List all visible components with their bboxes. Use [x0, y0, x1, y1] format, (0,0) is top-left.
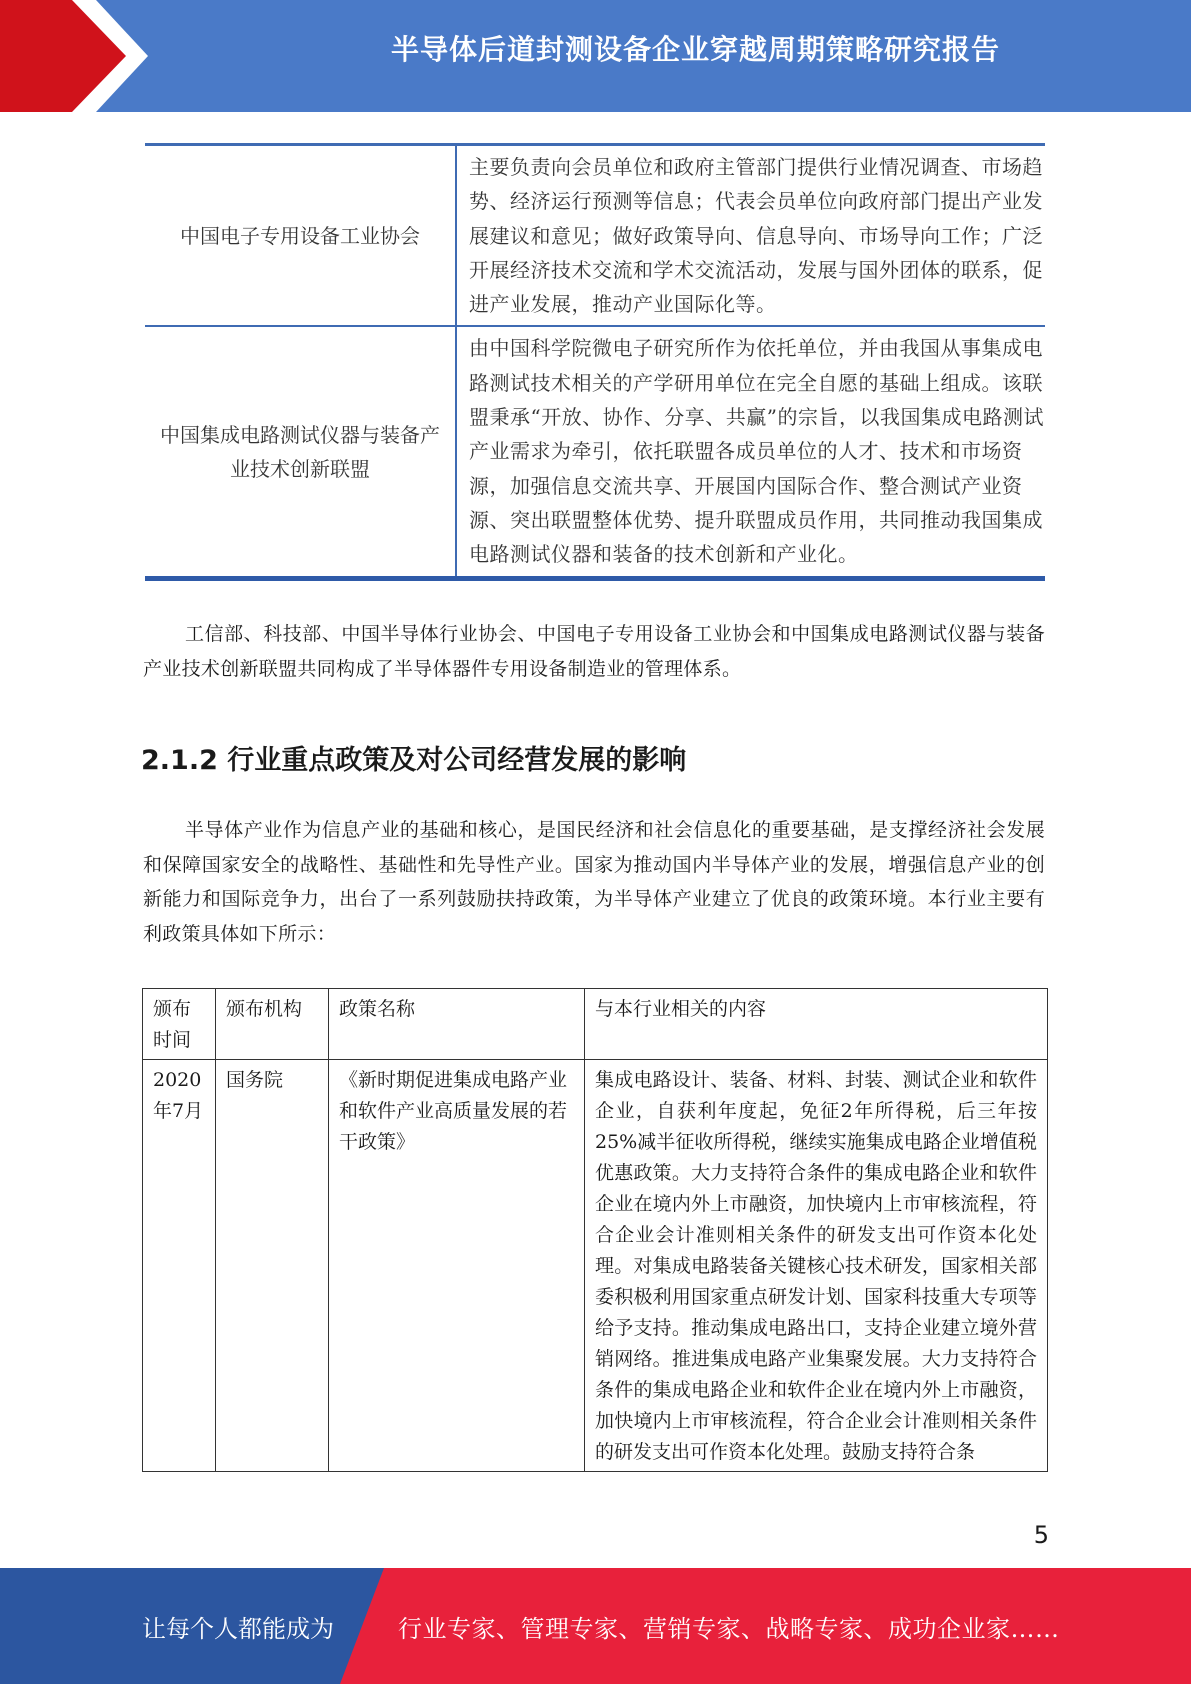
management-paragraph: 工信部、科技部、中国半导体行业协会、中国电子专用设备工业协会和中国集成电路测试仪器与装备产业技术创新联盟共同构成了半导体器件专用设备制造业的管理体系。 [143, 623, 1045, 680]
policy-date: 2020年7月 [143, 1060, 216, 1472]
footer-slogan-left: 让每个人都能成为 [142, 1615, 334, 1643]
org-description: 由中国科学院微电子研究所作为依托单位，并由我国从事集成电路测试技术相关的产学研用单位在完全自愿的基础上组成。该联盟秉承“开放、协作、分享、共赢”的宗旨，以我国集成电路测试产业需求为牵引，依托联盟各成员单位的人才、技术和市场资源，加强信息交流共享、开展国内国际合作、整合测试产业资源、突出联盟整体优势、提升联盟成员作用，共同推动我国集成电路测试仪器和装备的技术创新和产业化。 [456, 326, 1045, 578]
policy-name: 《新时期促进集成电路产业和软件产业高质量发展的若干政策》 [329, 1060, 585, 1472]
org-table [145, 143, 1045, 581]
header-policy-name: 政策名称 [329, 989, 585, 1060]
header-date: 颁布时间 [143, 989, 216, 1060]
org-row [145, 145, 1045, 327]
policy-table [142, 988, 1048, 1472]
report-title: 半导体后道封测设备企业穿越周期策略研究报告 [390, 33, 1000, 66]
header-content: 与本行业相关的内容 [585, 989, 1048, 1060]
org-name: 中国集成电路测试仪器与装备产业技术创新联盟 [145, 326, 456, 578]
page-footer [0, 1568, 1191, 1684]
policy-intro-paragraph: 半导体产业作为信息产业的基础和核心，是国民经济和社会信息化的重要基础，是支撑经济社会发展和保障国家安全的战略性、基础性和先导性产业。国家为推动国内半导体产业的发展，增强信息产业的创新能力和国际竞争力，出台了一系列鼓励扶持政策，为半导体产业建立了优良的政策环境。本行业主要有利政策具体如下所示： [143, 819, 1045, 945]
table-row [143, 1060, 1048, 1472]
section-heading: 2.1.2 行业重点政策及对公司经营发展的影响 [141, 745, 687, 776]
footer-slogan-right: 行业专家、管理专家、营销专家、战略专家、成功企业家…… [398, 1615, 1060, 1643]
org-row [145, 326, 1045, 578]
policy-content: 集成电路设计、装备、材料、封装、测试企业和软件企业，自获利年度起，免征2年所得税，后三年按25%减半征收所得税，继续实施集成电路企业增值税优惠政策。大力支持符合条件的集成电路企业和软件企业在境内外上市融资，加快境内上市审核流程，符合企业会计准则相关条件的研发支出可作资本化处理。对集成电路装备关键核心技术研发，国家相关部委积极利用国家重点研发计划、国家科技重大专项等给予支持。推动集成电路出口，支持企业建立境外营销网络。推进集成电路产业集聚发展。大力支持符合条件的集成电路企业和软件企业在境内外上市融资，加快境内上市审核流程，符合企业会计准则相关条件的研发支出可作资本化处理。鼓励支持符合条 [585, 1060, 1048, 1472]
policy-table-header [143, 989, 1048, 1060]
header-agency: 颁布机构 [216, 989, 329, 1060]
org-description: 主要负责向会员单位和政府主管部门提供行业情况调查、市场趋势、经济运行预测等信息；代表会员单位向政府部门提出产业发展建议和意见；做好政策导向、信息导向、市场导向工作；广泛开展经济技术交流和学术交流活动，发展与国外团体的联系，促进产业发展，推动产业国际化等。 [456, 145, 1045, 327]
org-name: 中国电子专用设备工业协会 [145, 145, 456, 327]
policy-agency: 国务院 [216, 1060, 329, 1472]
page-number: 5 [1033, 1521, 1049, 1549]
page-header [0, 0, 1191, 112]
